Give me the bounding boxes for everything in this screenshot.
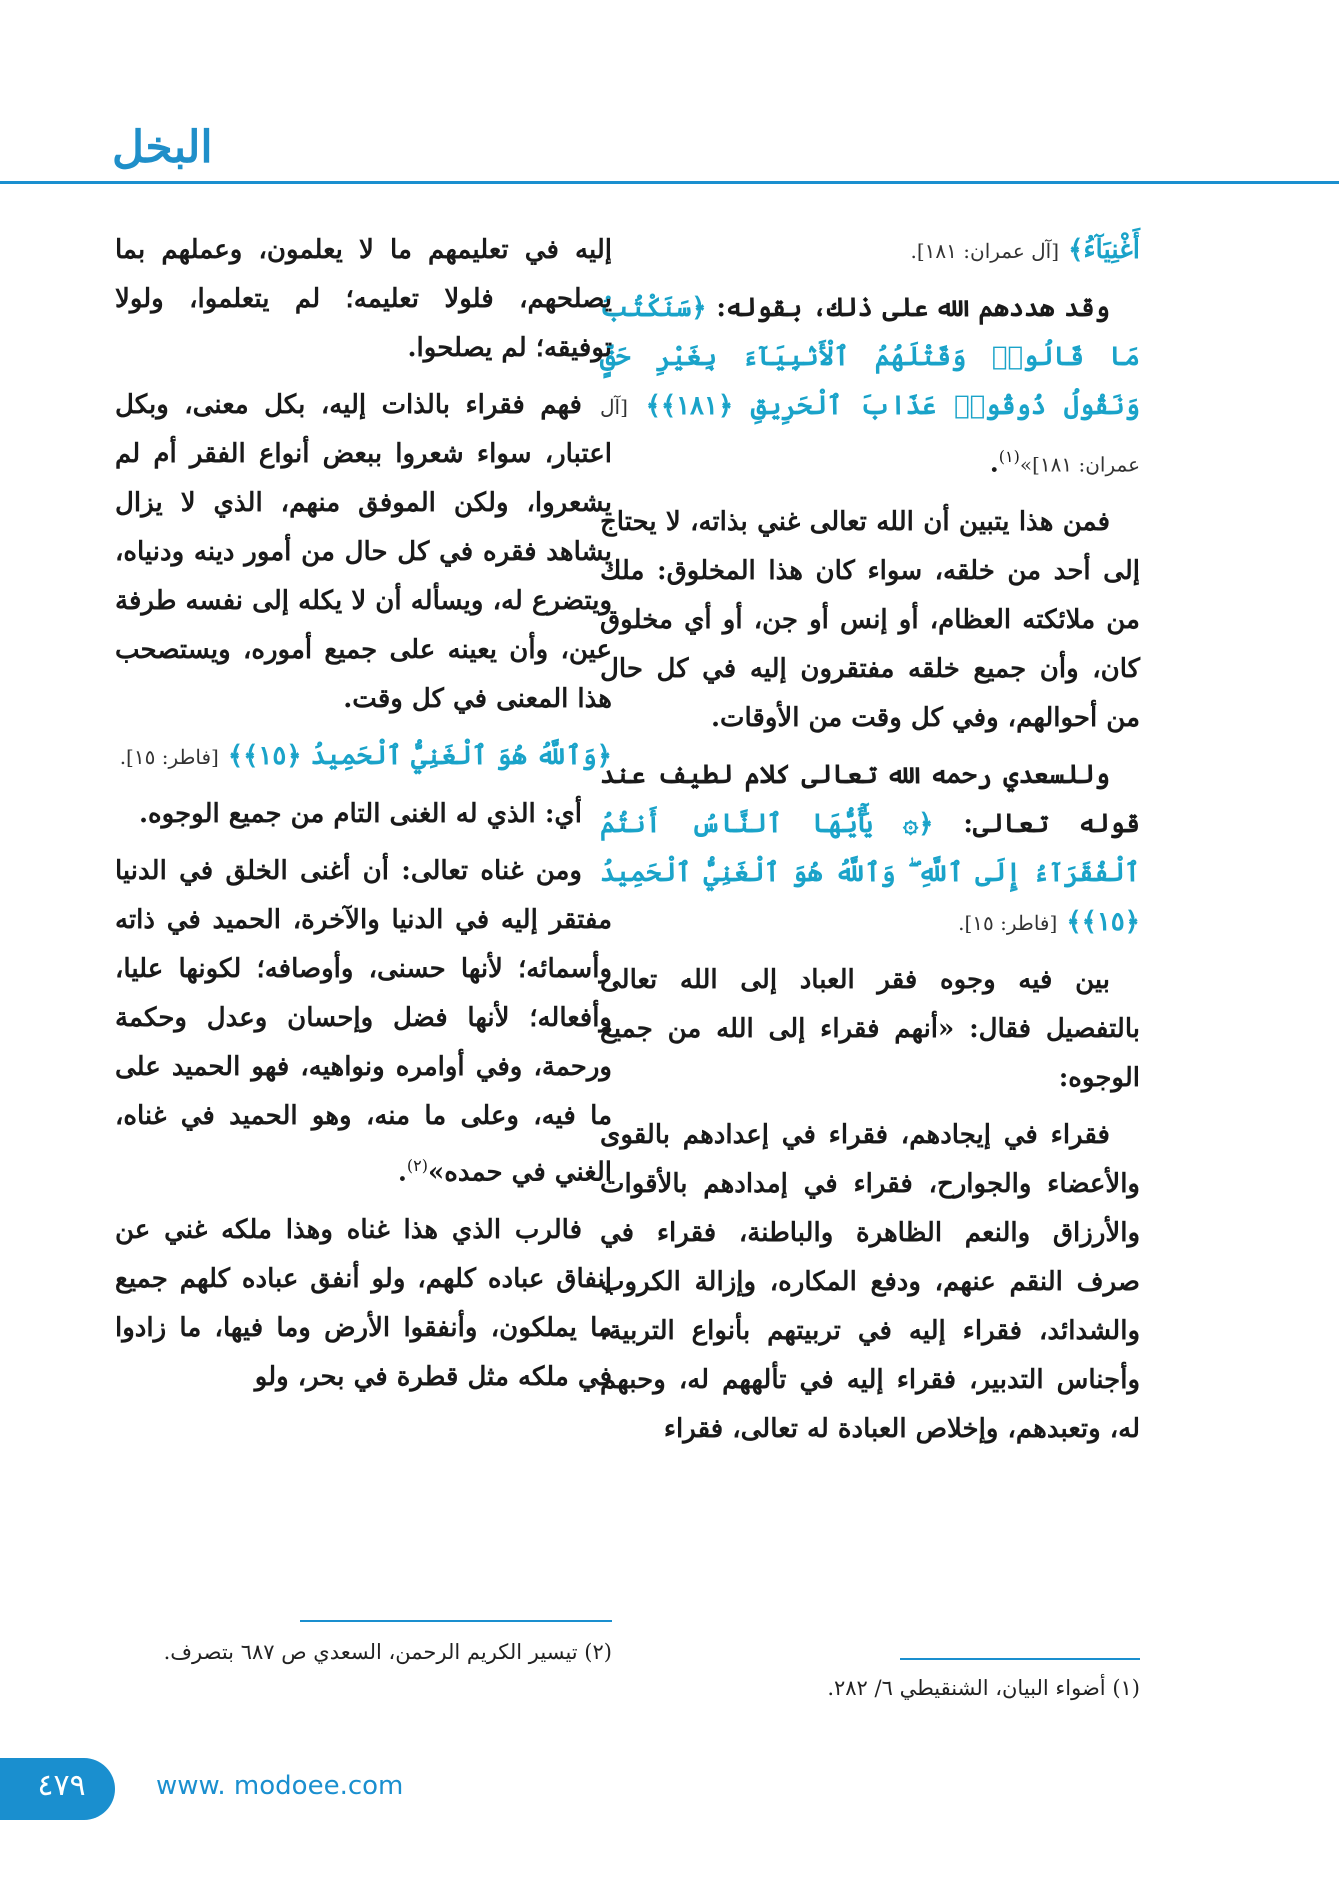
chapter-title: البخل [112,122,213,173]
footnote: (٢) تيسير الكريم الرحمن، السعدي ص ٦٨٧ بتصرف. [163,1640,612,1664]
paragraph [600,284,1140,490]
verse-reference: [فاطر: ١٥]. [958,910,1058,935]
paragraph [115,847,612,1198]
punctuation: . [397,1157,407,1188]
quran-verse: ﴿سَنَكْتُبُ مَا قَالُوا۟ وَقَتْلَهُمُ ٱلْأَنۢبِيَآءَ بِغَيْرِ حَقٍّ وَنَقُولُ ذُوقُوا۟ عَذَابَ ٱلْحَرِيقِ ﴿١٨١﴾﴾ [600,293,1140,421]
verse-reference: [آل عمران: ١٨١]» [600,395,1140,477]
paragraph: إليه في تعليمهم ما لا يعلمون، وعملهم بما يصلحهم، فلولا تعليمه؛ لم يتعلموا، ولولا توفيقه؛ لم يصلحوا. [115,235,612,363]
paragraph: فالرب الذي هذا غناه وهذا ملكه غني عن إنفاق عباده كلهم، ولو أنفق عباده كلهم جميع ما يملكون، وأنفقوا الأرض وما فيها، ما زادوا في ملكه مثل قطرة في بحر، ولو [115,1214,612,1392]
footnote-marker: (٢) [406,1156,428,1175]
paragraph [115,732,612,782]
paragraph-text: ومن غناه تعالى: أن أغنى الخلق في الدنيا مفتقر إليه في الدنيا والآخرة، الحميد في ذاته وأسمائه؛ لأنها حسنى، وأوصافه؛ لكونها عليا، وأفعاله؛ لأنها فضل وإحسان وعدل وحكمة ورحمة، وفي أوامره ونواهيه، فهو الحميد على ما فيه، وعلى ما منه، وهو الحميد في غناه، الغني في حمده» [115,856,612,1188]
footnote-rule [300,1620,612,1622]
footnote-marker: (١) [998,447,1020,466]
quran-verse: أَغْنِيَآءُ﴾ [1068,235,1140,265]
quran-verse: ﴿۞ يَٰٓأَيُّهَا ٱلنَّاسُ أَنتُمُ ٱلْفُقَرَآءُ إِلَى ٱللَّهِ ۖ وَٱللَّهُ هُوَ ٱلْغَنِيُّ ٱلْحَمِيدُ ﴿١٥﴾﴾ [600,808,1140,937]
header-rule [0,181,1339,184]
paragraph [600,226,1140,276]
paragraph: أي: الذي له الغنى التام من جميع الوجوه. [138,799,582,829]
punctuation: . [989,448,999,479]
footnote: (١) أضواء البيان، الشنقيطي ٦/ ٢٨٢. [827,1676,1140,1700]
right-column [600,226,1140,1462]
website-url[interactable]: www. modoee.com [156,1771,404,1801]
paragraph: بين فيه وجوه فقر العباد إلى الله تعالى بالتفصيل فقال: «أنهم فقراء إلى الله من جميع الوجوه: [600,964,1140,1093]
paragraph-text: وللسعدي رحمه الله تعالى كلام لطيف عند قوله تعالى: [600,759,1140,839]
footnote-rule [900,1658,1140,1660]
quran-verse: ﴿وَٱللَّهُ هُوَ ٱلْغَنِيُّ ٱلْحَمِيدُ ﴿١٥﴾﴾ [227,741,612,771]
paragraph: فهم فقراء بالذات إليه، بكل معنى، وبكل اعتبار، سواء شعروا ببعض أنواع الفقر أم لم يشعروا، ولكن الموفق منهم، الذي لا يزال يشاهد فقره في كل حال من أمور دينه ودنياه، ويتضرع له، ويسأله أن لا يكله إلى نفسه طرفة عين، وأن يعينه على جميع أموره، ويستصحب هذا المعنى في كل وقت. [115,390,612,714]
page-number: ٤٧٩ [37,1768,86,1803]
paragraph-text: وقد هددهم الله على ذلك، بقوله: [716,293,1110,323]
paragraph: فمن هذا يتبين أن الله تعالى غني بذاته، لا يحتاج إلى أحد من خلقه، سواء كان هذا المخلوق: ملك من ملائكته العظام، أو إنس أو جن، أو أي مخلوق كان، وأن جميع خلقه مفتقرون إليه في كل حال من أحوالهم، وفي كل وقت من الأوقات. [600,506,1140,733]
verse-reference: [فاطر: ١٥]. [119,745,219,769]
left-column [115,226,612,1410]
paragraph: فقراء في إيجادهم، فقراء في إعدادهم بالقوى والأعضاء والجوارح، فقراء في إمدادهم بالأقوات والأرزاق والنعم الظاهرة والباطنة، فقراء في صرف النقم عنهم، ودفع المكاره، وإزالة الكروب والشدائد، فقراء إليه في تربيتهم بأنواع التربية، وأجناس التدبير، فقراء إليه في تألههم له، وحبهم له، وتعبدهم، وإخلاص العبادة له تعالى، فقراء [600,1119,1140,1444]
verse-reference: [آل عمران: ١٨١]. [910,239,1060,263]
paragraph [600,751,1140,948]
